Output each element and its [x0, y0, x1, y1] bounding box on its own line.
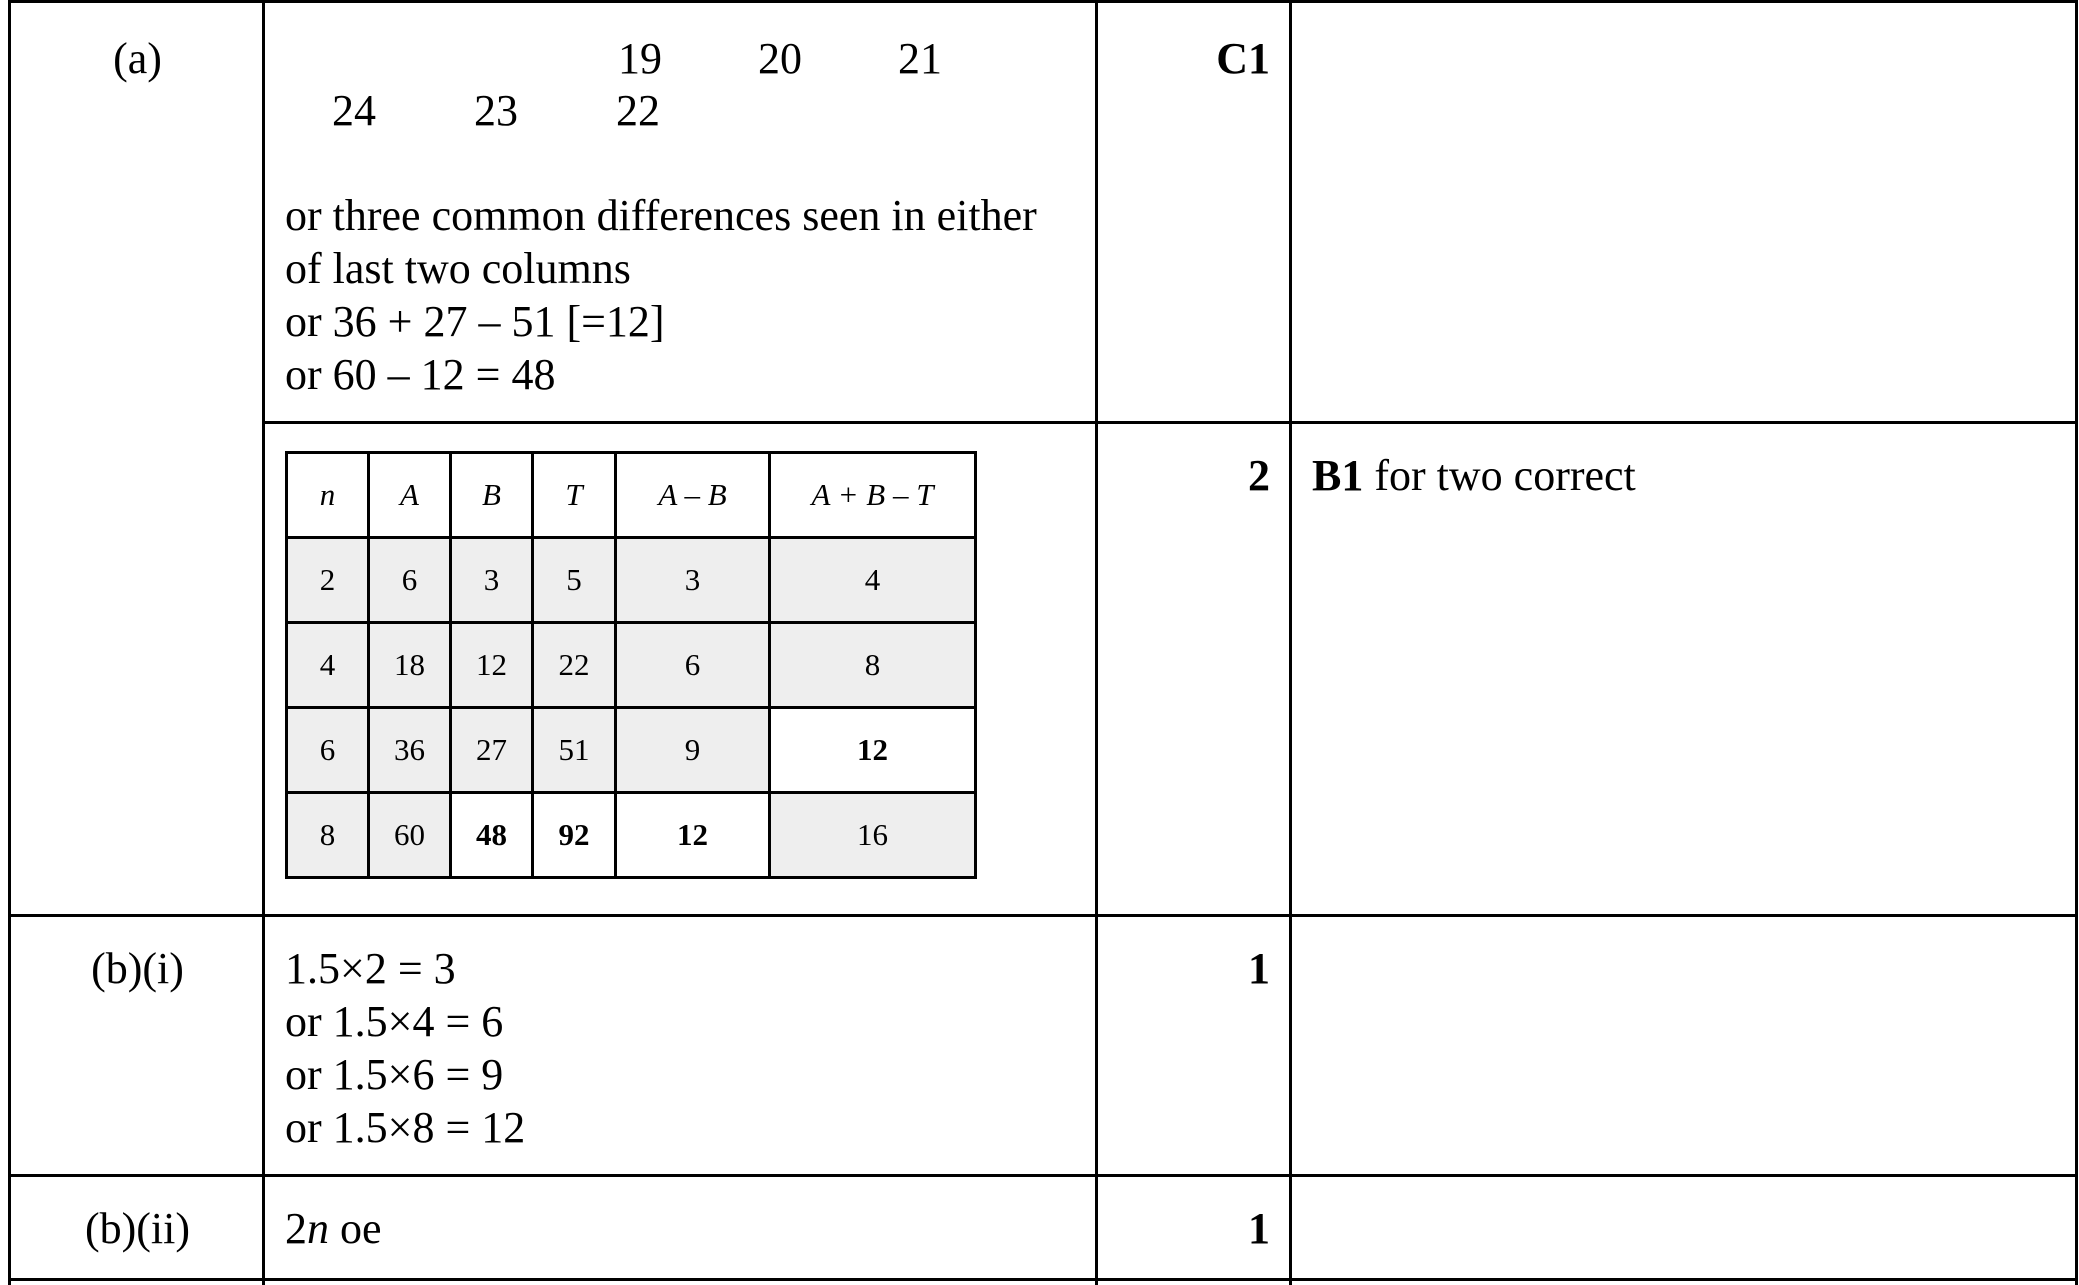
table-header-cell: A — [369, 453, 451, 538]
table-header-cell: A – B — [616, 453, 770, 538]
table-cell: 18 — [369, 623, 451, 708]
table-cell: 6 — [287, 708, 369, 793]
grid-line-top — [8, 0, 2078, 3]
answer-line: or three common differences seen in either — [285, 191, 1037, 240]
table-cell: 3 — [616, 538, 770, 623]
table-cell: 4 — [287, 623, 369, 708]
answer-b-ii — [285, 1202, 382, 1255]
table-header-cell: B — [451, 453, 533, 538]
values-table — [285, 451, 977, 879]
part-label-b-i: (b)(i) — [91, 944, 184, 993]
table-cell: 60 — [369, 793, 451, 878]
table-cell: 12 — [451, 623, 533, 708]
table-cell: 27 — [451, 708, 533, 793]
sequence-value: 21 — [898, 34, 942, 83]
table-row — [287, 538, 976, 623]
table-header-row — [287, 453, 976, 538]
table-cell: 16 — [770, 793, 976, 878]
answer-line: or 1.5×8 = 12 — [285, 1103, 526, 1152]
answer-line: or 1.5×4 = 6 — [285, 997, 504, 1046]
grid-line-mark — [1289, 0, 1292, 1285]
sequence-value: 19 — [618, 34, 662, 83]
table-cell: 5 — [533, 538, 616, 623]
answer-line: or 1.5×6 = 9 — [285, 1050, 504, 1099]
comment-text: for two correct — [1363, 451, 1636, 500]
sequence-value: 22 — [616, 86, 660, 135]
grid-line-right — [2075, 0, 2078, 1285]
table-cell: 36 — [369, 708, 451, 793]
mark-b-ii: 1 — [1248, 1204, 1270, 1253]
comment-a-table — [1312, 449, 1636, 502]
answer-variable: n — [307, 1204, 329, 1253]
grid-line-bii-end — [8, 1278, 2078, 1281]
answer-suffix: oe — [329, 1204, 382, 1253]
table-cell: 3 — [451, 538, 533, 623]
table-answer-cell: 92 — [533, 793, 616, 878]
sequence-value: 23 — [474, 86, 518, 135]
grid-line-bi-end — [8, 1174, 2078, 1177]
table-answer-cell: 12 — [770, 708, 976, 793]
table-header-cell: A + B – T — [770, 453, 976, 538]
sequence-value: 24 — [332, 86, 376, 135]
table-cell: 2 — [287, 538, 369, 623]
grid-line-a-split — [262, 421, 2078, 424]
table-header-cell: n — [287, 453, 369, 538]
part-label-a: (a) — [113, 34, 162, 83]
sequence-value: 20 — [758, 34, 802, 83]
answer-coefficient: 2 — [285, 1204, 307, 1253]
table-answer-cell: 12 — [616, 793, 770, 878]
part-label-b-ii: (b)(ii) — [84, 1204, 191, 1253]
mark-a: C1 — [1216, 34, 1270, 83]
table-cell: 8 — [287, 793, 369, 878]
table-row — [287, 708, 976, 793]
table-cell: 6 — [369, 538, 451, 623]
table-cell: 51 — [533, 708, 616, 793]
table-cell: 4 — [770, 538, 976, 623]
answer-line: or 60 – 12 = 48 — [285, 350, 556, 399]
answer-line: 1.5×2 = 3 — [285, 944, 456, 993]
grid-line-answer — [1095, 0, 1098, 1285]
grid-line-left — [8, 0, 11, 1285]
grid-line-a-end — [8, 914, 2078, 917]
mark-b-i: 1 — [1248, 944, 1270, 993]
grid-line-part — [262, 0, 265, 1285]
table-cell: 8 — [770, 623, 976, 708]
answer-line: of last two columns — [285, 244, 631, 293]
table-answer-cell: 48 — [451, 793, 533, 878]
answer-line: or 36 + 27 – 51 [=12] — [285, 297, 665, 346]
comment-mark-code: B1 — [1312, 451, 1364, 500]
mark-a-table: 2 — [1248, 451, 1270, 500]
table-cell: 6 — [616, 623, 770, 708]
table-row — [287, 623, 976, 708]
table-cell: 9 — [616, 708, 770, 793]
table-header-cell: T — [533, 453, 616, 538]
table-row — [287, 793, 976, 878]
table-cell: 22 — [533, 623, 616, 708]
